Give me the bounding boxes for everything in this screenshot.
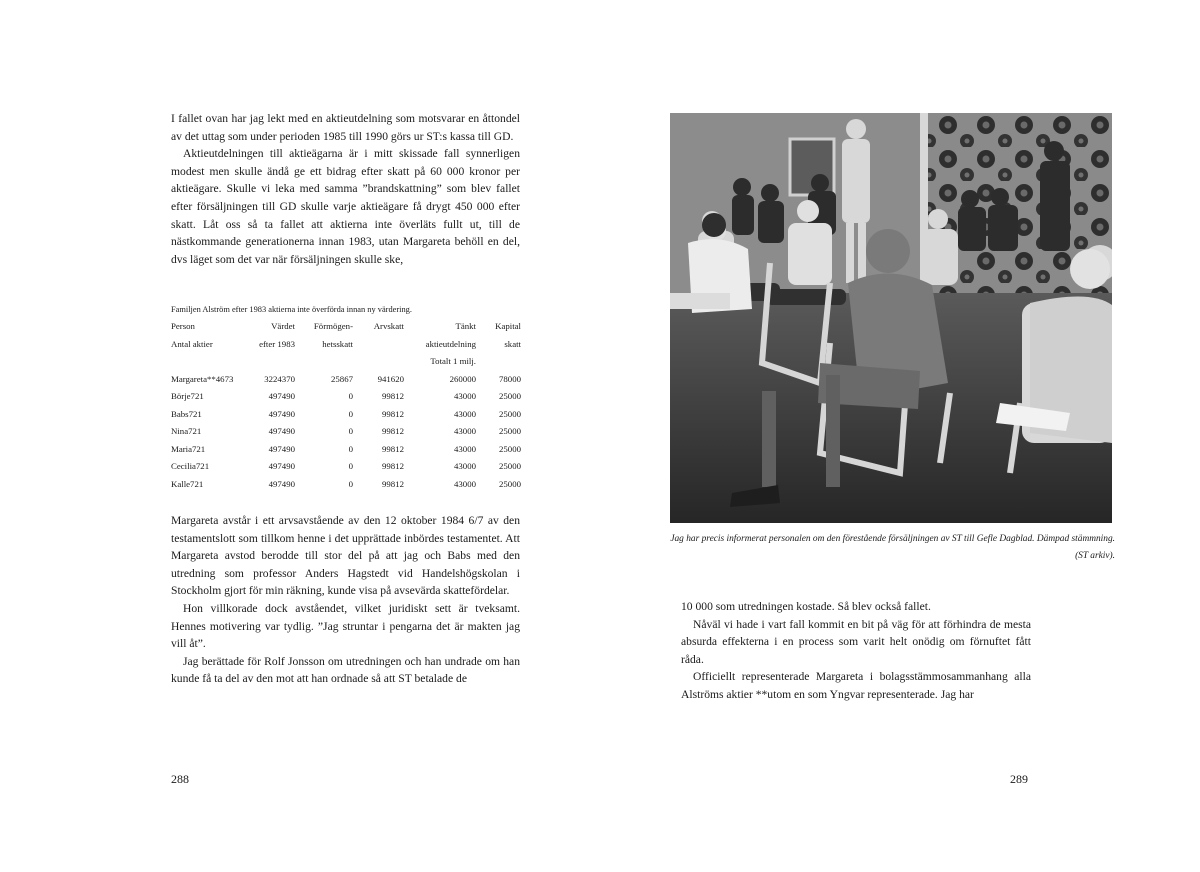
table-cell: 43000	[454, 408, 476, 419]
table-cell: 0	[348, 461, 353, 471]
table-header-row	[171, 318, 521, 336]
table-cell: Nina721	[171, 426, 202, 436]
right-bottom-text	[681, 598, 1031, 704]
table-row	[171, 388, 521, 406]
right-page	[600, 0, 1200, 872]
table-row	[171, 371, 521, 389]
table-cell: Person	[171, 321, 195, 331]
table-cell: 99812	[382, 391, 404, 401]
table-cell: Börje721	[171, 391, 204, 401]
table-cell: Margareta**4673	[171, 373, 234, 384]
table-cell: 497490	[268, 391, 295, 401]
table-cell: 0	[348, 443, 353, 454]
table-cell: Förmögen-	[313, 321, 353, 331]
paragraph: Hon villkorade dock avståendet, vilket juridiskt sett är tveksamt. Hennes motivering var tydlig. ”Jag struntar i pengarna det är makten jag vill åt”.	[171, 601, 520, 651]
table-cell: Tänkt	[455, 321, 476, 331]
table-cell: 497490	[268, 443, 295, 454]
shares-table	[171, 318, 521, 493]
meeting-photo	[670, 113, 1112, 523]
table-row	[171, 406, 521, 424]
table-cell: 25867	[331, 373, 353, 384]
table-cell: 497490	[268, 461, 295, 471]
table-cell: 25000	[499, 461, 521, 471]
table-cell: 99812	[382, 443, 404, 454]
table-cell: 25000	[499, 443, 521, 454]
table-cell	[353, 353, 404, 371]
photo-caption: Jag har precis informerat personalen om den förestående försäljningen av ST till Gefle Dagblad. Dämpad stämmning. (ST arkiv).	[670, 534, 1115, 561]
table-cell	[253, 353, 295, 371]
table-cell: 43000	[454, 391, 476, 401]
table-cell: 43000	[454, 461, 476, 471]
table-cell: skatt	[504, 338, 521, 349]
table-cell: 99812	[382, 426, 404, 436]
table-cell: hetsskatt	[322, 338, 353, 349]
paragraph: Jag berättade för Rolf Jonsson om utredningen och han undrade om han kunde få ta del av den mot att han ordnade så att ST betalade de	[171, 654, 520, 686]
page-number-right: 289	[1010, 772, 1028, 786]
paragraph: I fallet ovan har jag lekt med en aktieutdelning som motsvarar en åttondel av det uttag som under perioden 1985 till 1990 görs ur ST:s kassa till GD.	[171, 112, 520, 143]
table-header-row	[171, 353, 521, 371]
table-cell: 0	[348, 426, 353, 436]
table-row	[171, 476, 521, 494]
paragraph: Nåväl vi hade i vart fall kommit en bit på väg för att förhindra de mesta absurda effekterna i en process som varit helt onödig om förnuftet fått råda.	[681, 617, 1031, 666]
table-cell: 0	[348, 391, 353, 401]
table-cell: 99812	[382, 478, 404, 489]
table-cell	[295, 353, 353, 371]
table-cell: Maria721	[171, 443, 206, 454]
table-cell: Värdet	[271, 321, 295, 331]
table-cell: 25000	[499, 408, 521, 419]
table-cell: 941620	[377, 373, 404, 384]
table-cell: 78000	[499, 373, 521, 384]
table-cell	[353, 336, 404, 354]
table-cell: 497490	[268, 408, 295, 419]
table-cell: Antal aktier	[171, 338, 213, 349]
table-cell	[476, 353, 521, 371]
table-cell: 99812	[382, 461, 404, 471]
table-cell: Cecilia721	[171, 461, 210, 471]
table-body	[171, 318, 521, 493]
table-cell: 3224370	[264, 373, 295, 384]
table-row	[171, 458, 521, 476]
meeting-photo-illustration	[670, 113, 1112, 523]
table-row	[171, 441, 521, 459]
table-row	[171, 423, 521, 441]
paragraph: Officiellt representerade Margareta i bolagsstämmosammanhang alla Alströms aktier **utom en som Yngvar representerade. Jag har	[681, 670, 1031, 701]
table-cell: 43000	[454, 478, 476, 489]
table-cell: Arvskatt	[373, 321, 404, 331]
page-number-left: 288	[171, 772, 189, 786]
table-cell: 497490	[268, 478, 295, 489]
table-cell: efter 1983	[259, 338, 295, 349]
table-header-row	[171, 336, 521, 354]
table-cell: 43000	[454, 426, 476, 436]
table-cell: 497490	[268, 426, 295, 436]
left-bottom-text	[171, 512, 520, 688]
left-top-text	[171, 110, 520, 268]
table-cell: Babs721	[171, 408, 202, 419]
paragraph: Aktieutdelningen till aktieägarna är i mitt skissade fall synnerligen modest men skulle ändå ge ett bidrag efter skatt på 60 000 kronor per aktieägare. Skulle vi leka med samma ”brandskattning” som blev fallet efter försäljningen till GD skulle varje aktieägare få drygt 450 000 efter skatt. Låt oss så ta fallet att aktierna inte överläts fullt ut, till de nästkommande generationerna innan 1983, utan Margareta behöll en del, dvs läget som det var när försäljningen skulle ske,	[171, 147, 520, 266]
table-cell: 43000	[454, 443, 476, 454]
table-cell	[171, 353, 253, 371]
table-cell: 25000	[499, 478, 521, 489]
table-caption: Familjen Alström efter 1983 aktierna inte överförda innan ny värdering.	[171, 305, 412, 314]
table-cell: 25000	[499, 426, 521, 436]
table-cell: aktieutdelning	[425, 338, 476, 349]
table-cell: 25000	[499, 391, 521, 401]
table-cell: 260000	[449, 373, 476, 384]
table-cell: 99812	[382, 408, 404, 419]
paragraph: Margareta avstår i ett arvsavstående av den 12 oktober 1984 6/7 av den testamentslott som tillkom henne i det upprättade inbördes testamentet. Att Margareta avstod berodde till stor del på att jag och Babs med den utredning som professor Anders Hagstedt vid Handelshögskolan i Stockholm gjort för min räkning, kunde visa på avsevärda skattefördelar.	[171, 514, 520, 598]
table-cell: Kalle721	[171, 478, 204, 489]
table-cell: 0	[348, 408, 353, 419]
table-cell: 0	[348, 478, 353, 489]
paragraph: 10 000 som utredningen kostade. Så blev också fallet.	[681, 600, 931, 613]
table-cell: Totalt 1 milj.	[430, 356, 476, 366]
table-cell: Kapital	[495, 321, 521, 331]
